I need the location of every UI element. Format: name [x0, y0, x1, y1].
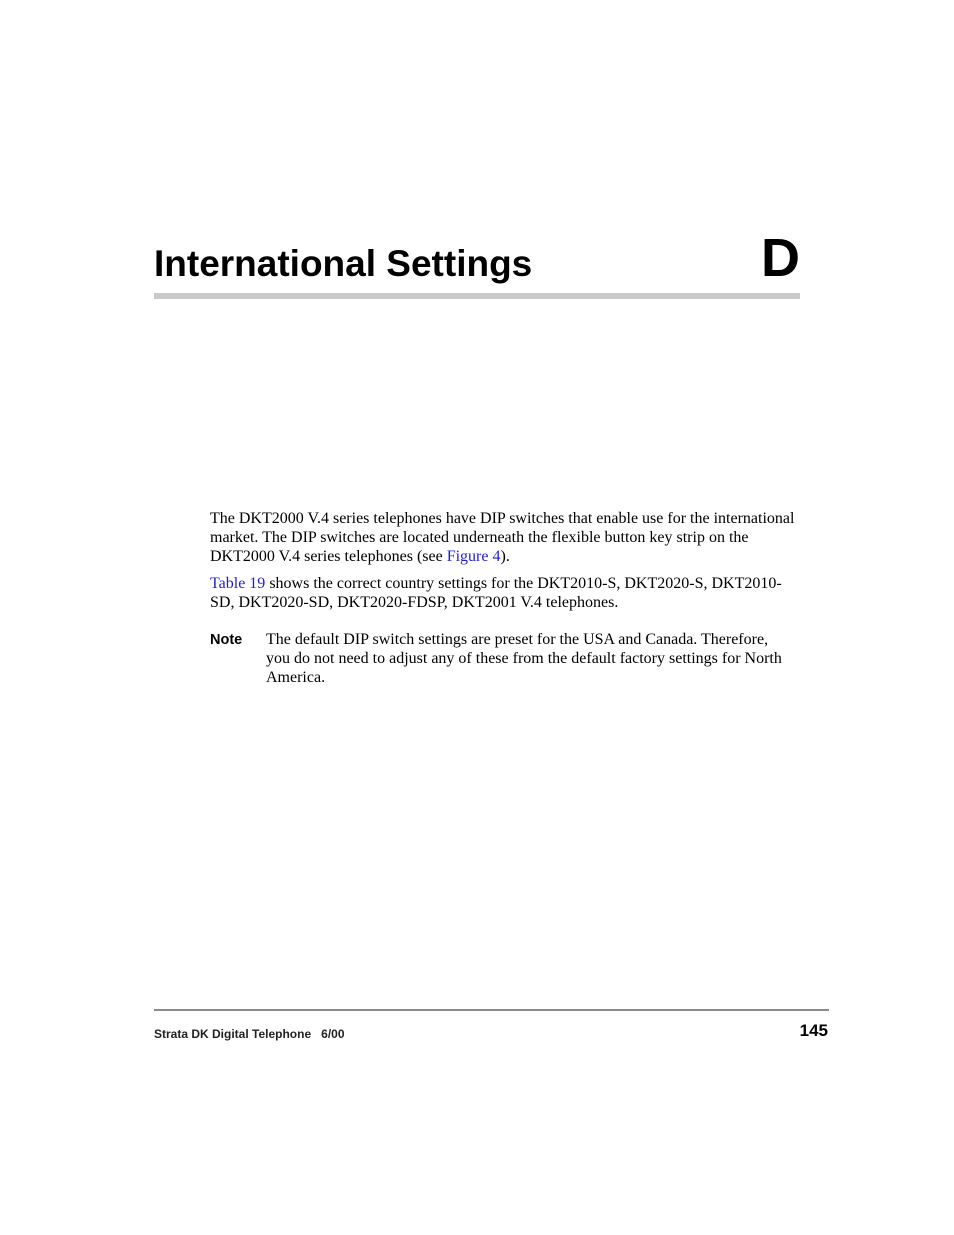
figure-4-link[interactable]: Figure 4 [446, 548, 501, 565]
title-rule [154, 293, 800, 299]
footer-doc-title: Strata DK Digital Telephone [154, 1027, 312, 1041]
intro-text-before: The DKT2000 V.4 series telephones have DIP switches that enable use for the international market. The DIP switches are located underneath the flexible button key strip on the DKT2000 V.4 series telephones (see [210, 510, 795, 565]
note-label: Note [210, 632, 243, 648]
chapter-title: International Settings [154, 243, 533, 284]
page-number: 145 [799, 1021, 828, 1040]
table-19-link[interactable]: Table 19 [210, 575, 266, 592]
table-reference-paragraph [210, 574, 802, 612]
note-text: The default DIP switch settings are preset for the USA and Canada. Therefore, you do not need to adjust any of these from the default factory settings for North America. [266, 631, 782, 686]
chapter-letter: D [761, 228, 800, 288]
footer-rule [154, 1009, 829, 1011]
table-reference-text: shows the correct country settings for the DKT2010-S, DKT2020-S, DKT2010-SD, DKT2020-SD, DKT2020-FDSP, DKT2001 V.4 telephones. [210, 575, 782, 611]
intro-paragraph [210, 509, 802, 566]
intro-text-after: ). [500, 548, 510, 565]
footer-doc-info [154, 1026, 345, 1042]
footer-date: 6/00 [321, 1027, 345, 1041]
